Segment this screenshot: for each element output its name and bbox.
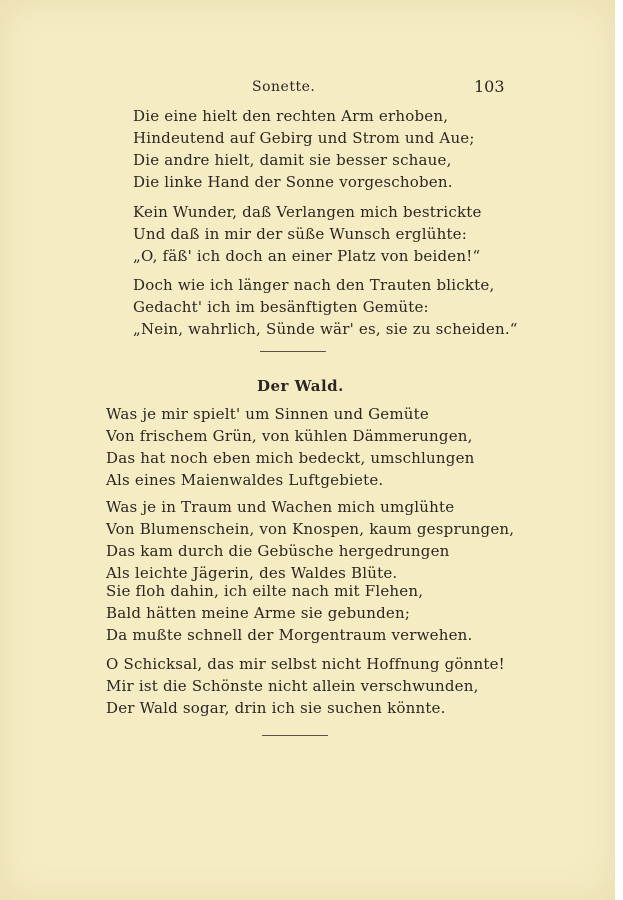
verse-line: Gedacht' ich im besänftigten Gemüte:: [133, 298, 429, 316]
verse-line: Als eines Maienwaldes Luftgebiete.: [106, 471, 384, 489]
verse-line: Kein Wunder, daß Verlangen mich bestrickte: [133, 203, 482, 221]
verse-line: Mir ist die Schönste nicht allein verschwunden,: [106, 677, 479, 695]
running-head: [0, 79, 615, 99]
running-title: Sonette.: [252, 79, 316, 95]
verse-line: Und daß in mir der süße Wunsch erglühte:: [133, 225, 468, 243]
verse-line: O Schicksal, das mir selbst nicht Hoffnung gönnte!: [106, 655, 505, 673]
poem-title: Der Wald.: [257, 377, 344, 395]
verse-line: Die andre hielt, damit sie besser schaue,: [133, 151, 452, 169]
verse-line: Als leichte Jägerin, des Waldes Blüte.: [106, 564, 398, 582]
page-number: 103: [474, 77, 505, 96]
verse-line: Sie floh dahin, ich eilte nach mit Flehen,: [106, 582, 424, 600]
scan-margin: [615, 0, 623, 900]
verse-line: Was je in Traum und Wachen mich umglühte: [106, 498, 455, 516]
verse-line: Die eine hielt den rechten Arm erhoben,: [133, 107, 449, 125]
verse-line: Doch wie ich länger nach den Trauten blickte,: [133, 276, 495, 294]
verse-line: Von frischem Grün, von kühlen Dämmerungen,: [106, 427, 473, 445]
verse-line: Die linke Hand der Sonne vorgeschoben.: [133, 173, 453, 191]
verse-line: Das hat noch eben mich bedeckt, umschlungen: [106, 449, 475, 467]
verse-line: „Nein, wahrlich, Sünde wär' es, sie zu scheiden.“: [133, 320, 518, 338]
verse-line: Von Blumenschein, von Knospen, kaum gesprungen,: [106, 520, 515, 538]
verse-line: Das kam durch die Gebüsche hergedrungen: [106, 542, 450, 560]
verse-line: Da mußte schnell der Morgentraum verwehen.: [106, 626, 473, 644]
verse-line: Der Wald sogar, drin ich sie suchen könnte.: [106, 699, 446, 717]
verse-line: Was je mir spielt' um Sinnen und Gemüte: [106, 405, 429, 423]
verse-line: Hindeutend auf Gebirg und Strom und Aue;: [133, 129, 475, 147]
verse-line: Bald hätten meine Arme sie gebunden;: [106, 604, 411, 622]
section-divider: [260, 351, 326, 352]
verse-line: „O, fäß' ich doch an einer Platz von beiden!“: [133, 247, 481, 265]
end-divider: [262, 735, 328, 736]
